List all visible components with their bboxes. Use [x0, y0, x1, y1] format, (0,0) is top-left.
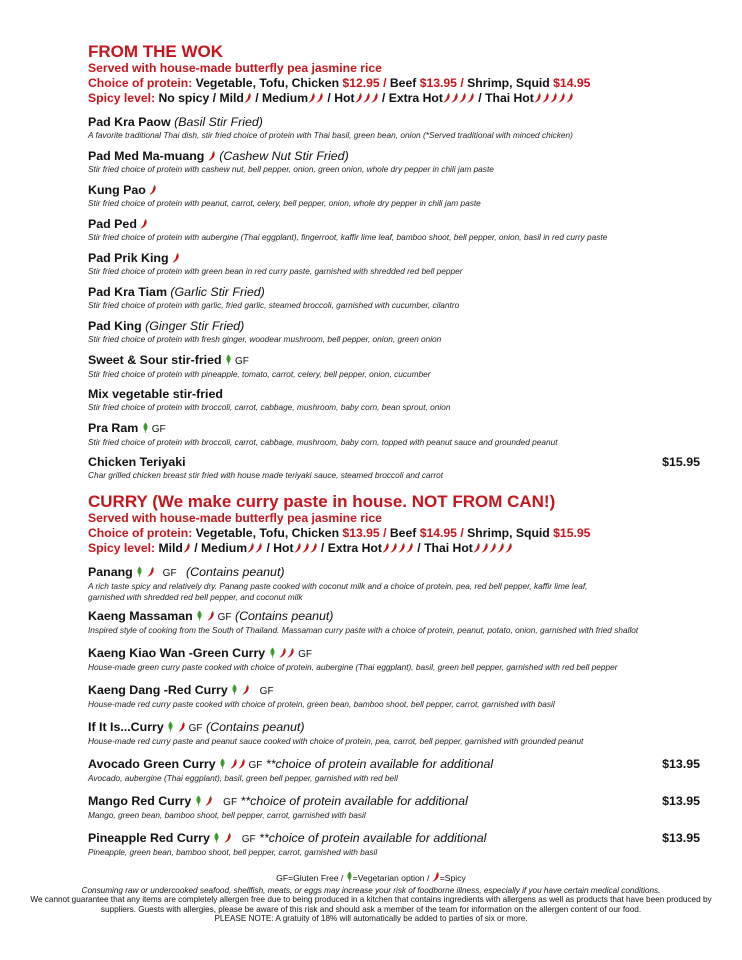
curry-section [88, 492, 700, 868]
item-note: (Contains peanut) [206, 720, 305, 734]
chili-pepper-icon [566, 92, 574, 103]
vegetarian-icon [195, 794, 202, 808]
spicy-extra-hot: Extra Hot [327, 541, 382, 555]
gluten-free-tag: GF [223, 797, 238, 808]
gluten-free-tag: GF [248, 760, 263, 771]
leaf-icon [231, 684, 238, 695]
price-c: $15.95 [553, 526, 591, 540]
vegetarian-icon [196, 609, 203, 623]
gluten-free-tag: GF [151, 424, 166, 435]
spicy-hot-icons [355, 91, 379, 105]
spicy-icons [224, 831, 232, 845]
item-note: **choice of protein available for additional [265, 757, 494, 771]
chili-pepper-icon [244, 92, 252, 103]
item-name: Pineapple Red Curry [88, 831, 210, 845]
item-description: Stir fried choice of protein with pineapple, tomato, carrot, celery, bell pepper, onion, cucumber [88, 369, 431, 379]
spicy-icons [140, 217, 148, 231]
vegetarian-icon [219, 757, 226, 771]
menu-page [88, 42, 700, 868]
spicy-icons [230, 757, 246, 771]
menu-item [88, 455, 700, 489]
spicy-hot: Hot [273, 541, 294, 555]
chili-pepper-icon [406, 542, 414, 553]
leaf-icon [346, 871, 353, 882]
item-name: Pad Kra Paow [88, 115, 171, 129]
item-name: Sweet & Sour stir-fried [88, 353, 222, 367]
legend-spicy: =Spicy [439, 873, 466, 883]
item-description: Stir fried choice of protein with broccoli, carrot, cabbage, mushroom, baby corn, topped with peanut sauce and grounded peanut [88, 437, 558, 447]
chili-pepper-icon [183, 542, 191, 553]
item-name: Pad Kra Tiam [88, 285, 167, 299]
price-b: $14.95 / [419, 526, 464, 540]
spicy-icons [172, 251, 180, 265]
vegetarian-icon [231, 683, 238, 697]
chili-pepper-icon [534, 92, 542, 103]
menu-item [88, 720, 700, 757]
item-description: Stir fried choice of protein with green bean in red curry paste, garnished with shredded red bell pepper [88, 266, 463, 276]
spicy-extra-icons [382, 541, 414, 555]
item-description: House-made red curry paste and peanut sauce cooked with choice of protein, pea, carrot, bell pepper, garnished with grounded peanut [88, 736, 584, 746]
price-a: $13.95 / [342, 526, 387, 540]
spicy-icons [207, 609, 215, 623]
vegetarian-icon [213, 831, 220, 845]
chili-pepper-icon [382, 542, 390, 553]
chili-pepper-icon [371, 92, 379, 103]
leaf-icon [346, 873, 353, 883]
vegetarian-icon [142, 421, 149, 435]
spicy-icons [178, 720, 186, 734]
leaf-icon [142, 422, 149, 433]
item-price: $13.95 [662, 794, 700, 808]
spicy-mild-icons [244, 91, 252, 105]
chili-pepper-icon [279, 647, 287, 658]
spicy-icons [149, 183, 157, 197]
chili-pepper-icon [432, 873, 440, 883]
spicy-none: No spicy [158, 91, 210, 105]
spicy-medium-icons [247, 541, 263, 555]
item-description: Char grilled chicken breast stir fried with house made teriyaki sauce, steamed broccoli and carrot [88, 470, 444, 480]
item-name: Kaeng Kiao Wan -Green Curry [88, 646, 266, 660]
item-note: **choice of protein available for additional [259, 831, 487, 845]
chili-pepper-icon [287, 647, 295, 658]
menu-item [88, 565, 700, 609]
chili-pepper-icon [238, 758, 246, 769]
menu-item [88, 217, 700, 251]
item-name: Kaeng Dang -Red Curry [88, 683, 228, 697]
menu-item [88, 353, 700, 387]
icon-legend [20, 871, 722, 884]
spicy-label: Spicy level: [88, 91, 156, 105]
vegetarian-icon [269, 646, 276, 660]
menu-item [88, 251, 700, 285]
item-description: Stir fried choice of protein with aubergine (Thai eggplant), fingerroot, kaffir lime leaf, bamboo shoot, bell pepper, onion, basil in red curry paste [88, 232, 608, 242]
item-name: Panang [88, 565, 133, 579]
menu-item [88, 421, 700, 455]
allergen-disclaimer: We cannot guarantee that any items are completely allergen free due to being produced in a kitchen that contains ingredients with allergens as well as products that have been produced by [30, 895, 712, 905]
gluten-free-tag: GF [235, 356, 249, 367]
menu-item [88, 794, 700, 831]
item-price: $13.95 [662, 757, 700, 771]
chili-pepper-icon [302, 542, 310, 553]
spicy-icons [205, 794, 213, 808]
chili-pepper-icon [443, 92, 451, 103]
vegetarian-icon [167, 720, 174, 734]
leaf-icon [269, 647, 276, 658]
chili-pepper-icon [294, 542, 302, 553]
spicy-hot-icons [294, 541, 318, 555]
protein-group-b: Beef [389, 526, 417, 540]
item-name: Pra Ram [88, 421, 139, 435]
item-note: **choice of protein available for additional [240, 794, 468, 808]
item-description: Mango, green bean, bamboo shoot, bell pepper, carrot, garnished with basil [88, 810, 366, 820]
chili-pepper-icon [481, 542, 489, 553]
gluten-free-tag: GF [241, 834, 256, 845]
item-alt-name: (Garlic Stir Fried) [170, 285, 265, 299]
leaf-icon [136, 566, 143, 577]
menu-item [88, 609, 700, 646]
menu-item [88, 757, 700, 794]
spicy-mild-icons [183, 541, 191, 555]
item-name: Mango Red Curry [88, 794, 192, 808]
chili-pepper-icon [140, 218, 148, 229]
menu-item [88, 387, 700, 421]
wok-rice-note: Served with house-made butterfly pea jasmine rice [88, 61, 382, 75]
item-description: Inspired style of cooking from the South of Thailand. Massaman curry paste with a choice of protein, peanut, potato, onion, garnished with fried shallot [88, 625, 639, 635]
gluten-free-tag: GF [298, 649, 312, 660]
chili-pepper-icon [497, 542, 505, 553]
chili-pepper-icon [473, 542, 481, 553]
protein-group-c: Shrimp, Squid [467, 76, 550, 90]
chili-pepper-icon [147, 566, 155, 577]
item-note: (Contains peanut) [234, 609, 334, 623]
item-description: House-made red curry paste cooked with choice of protein, green bean, bamboo shoot, bell pepper, carrot, garnished with basil [88, 699, 555, 709]
item-name: Chicken Teriyaki [88, 455, 186, 469]
chili-pepper-icon [398, 542, 406, 553]
item-description: A favorite traditional Thai dish, stir fried choice of protein with Thai basil, green bean, onion (*Served traditional with minced chicken) [88, 130, 573, 140]
item-note: (Contains peanut) [186, 565, 285, 579]
chili-pepper-icon [558, 92, 566, 103]
chili-pepper-icon [308, 92, 316, 103]
gluten-free-tag: GF [162, 568, 177, 579]
curry-rice-note: Served with house-made butterfly pea jasmine rice [88, 511, 382, 525]
item-name: Avocado Green Curry [88, 757, 216, 771]
spicy-mild: Mild [219, 91, 244, 105]
chili-pepper-icon [390, 542, 398, 553]
item-name: Kung Pao [88, 183, 146, 197]
item-name: Pad Ped [88, 217, 137, 231]
spicy-thai-icons [473, 541, 513, 555]
curry-protein-line [88, 526, 700, 541]
chili-pepper-icon [172, 252, 180, 263]
spicy-mild: Mild [158, 541, 183, 555]
wok-spicy-line: Spicy level: No spicy / Mild / Medium / Hot / Extra Hot / Thai Hot [88, 91, 700, 106]
spicy-medium: Medium [201, 541, 248, 555]
leaf-icon [225, 354, 232, 365]
protein-label: Choice of protein: [88, 76, 193, 90]
gluten-free-tag: GF [188, 723, 203, 734]
price-c: $14.95 [553, 76, 591, 90]
item-description: Stir fried choice of protein with garlic, fried garlic, steamed broccoli, garnished with cucumber, cilantro [88, 300, 460, 310]
wok-protein-line [88, 76, 700, 91]
spicy-extra-hot: Extra Hot [388, 91, 443, 105]
curry-spicy-line: Spicy level: Mild / Medium / Hot / Extra Hot / Thai Hot [88, 541, 700, 556]
menu-item [88, 831, 700, 868]
item-alt-name: (Cashew Nut Stir Fried) [219, 149, 349, 163]
item-alt-name: (Ginger Stir Fried) [145, 319, 245, 333]
chili-pepper-icon [467, 92, 475, 103]
menu-item [88, 319, 700, 353]
chili-pepper-icon [432, 871, 440, 882]
chili-pepper-icon [316, 92, 324, 103]
menu-item [88, 285, 700, 319]
item-description: Stir fried choice of protein with peanut, carrot, celery, bell pepper, onion, whole dry pepper in chili jam paste [88, 198, 481, 208]
price-a: $12.95 / [342, 76, 387, 90]
chili-pepper-icon [505, 542, 513, 553]
item-description: Pineapple, green bean, bamboo shoot, bell pepper, carrot, garnished with basil [88, 847, 378, 857]
protein-group-b: Beef [389, 76, 417, 90]
chili-pepper-icon [355, 92, 363, 103]
item-description: Stir fried choice of protein with fresh ginger, woodear mushroom, bell pepper, onion, green onion [88, 334, 442, 344]
curry-section-title: CURRY (We make curry paste in house. NOT FROM CAN!) [88, 492, 556, 511]
menu-item [88, 683, 700, 720]
item-description: House-made green curry paste cooked with choice of protein, aubergine (Thai eggplant), basil, green bell pepper, garnished with red bell pepper [88, 662, 618, 672]
spicy-icons [279, 646, 295, 660]
chili-pepper-icon [242, 684, 250, 695]
wok-section [88, 42, 700, 489]
allergen-disclaimer-cont: suppliers. Guests with allergies, please be aware of this risk and should ask a member of the team for information on the allergen content of our food. [100, 904, 642, 914]
chili-pepper-icon [207, 610, 215, 621]
chili-pepper-icon [205, 795, 213, 806]
spicy-extra-icons [443, 91, 475, 105]
menu-item [88, 183, 700, 217]
leaf-icon [219, 758, 226, 769]
vegetarian-icon [136, 565, 143, 579]
item-name: Pad King [88, 319, 142, 333]
item-name: Mix vegetable stir-fried [88, 387, 223, 401]
spicy-label: Spicy level: [88, 541, 156, 555]
item-description: Avocado, aubergine (Thai eggplant), basil, green bell pepper, garnished with red bell [88, 773, 398, 783]
chili-pepper-icon [224, 832, 232, 843]
legend-gluten-free: GF=Gluten Free / [276, 873, 344, 883]
item-name: If It Is...Curry [88, 720, 164, 734]
raw-food-warning: Consuming raw or undercooked seafood, shellfish, meats, or eggs may increase your risk of foodborne illness, especially if you have certain medical conditions. [81, 885, 661, 895]
chili-pepper-icon [178, 721, 186, 732]
spicy-thai-icons [534, 91, 574, 105]
spicy-thai-hot: Thai Hot [424, 541, 473, 555]
wok-section-title: FROM THE WOK [88, 42, 224, 61]
chili-pepper-icon [489, 542, 497, 553]
protein-group-c: Shrimp, Squid [467, 526, 550, 540]
chili-pepper-icon [230, 758, 238, 769]
chili-pepper-icon [247, 542, 255, 553]
gratuity-note: PLEASE NOTE: A gratuity of 18% will automatically be added to parties of six or more. [214, 914, 528, 924]
menu-footer [20, 871, 722, 924]
menu-item [88, 646, 700, 683]
spicy-hot: Hot [334, 91, 355, 105]
leaf-icon [196, 610, 203, 621]
leaf-icon [213, 832, 220, 843]
legend-vegetarian: =Vegetarian option / [352, 873, 430, 883]
chili-pepper-icon [451, 92, 459, 103]
item-price: $15.95 [662, 455, 700, 469]
spicy-thai-hot: Thai Hot [485, 91, 534, 105]
item-alt-name: (Basil Stir Fried) [174, 115, 263, 129]
chili-pepper-icon [255, 542, 263, 553]
item-name: Pad Prik King [88, 251, 169, 265]
item-description: Stir fried choice of protein with cashew nut, bell pepper, onion, green onion, whole dry pepper in chili jam paste [88, 164, 494, 174]
spicy-icons [242, 683, 250, 697]
chili-pepper-icon [310, 542, 318, 553]
gluten-free-tag: GF [259, 686, 274, 697]
vegetarian-icon [225, 353, 232, 367]
chili-pepper-icon [542, 92, 550, 103]
item-description-cont: garnished with shredded red bell pepper, and coconut milk [88, 592, 303, 602]
spicy-icons [208, 149, 216, 163]
spicy-icons [147, 565, 155, 579]
chili-pepper-icon [459, 92, 467, 103]
item-description: Stir fried choice of protein with broccoli, carrot, cabbage, mushroom, baby corn, bean sprout, onion [88, 402, 451, 412]
protein-label: Choice of protein: [88, 526, 193, 540]
chili-pepper-icon [149, 184, 157, 195]
protein-group-a: Vegetable, Tofu, Chicken [195, 526, 340, 540]
item-name: Pad Med Ma-muang [88, 149, 205, 163]
protein-group-a: Vegetable, Tofu, Chicken [195, 76, 340, 90]
price-b: $13.95 / [419, 76, 464, 90]
leaf-icon [195, 795, 202, 806]
spicy-medium: Medium [262, 91, 309, 105]
chili-pepper-icon [550, 92, 558, 103]
chili-pepper-icon [363, 92, 371, 103]
menu-item [88, 149, 700, 183]
item-description: A rich taste spicy and relatively dry. Panang paste cooked with coconut milk and a choice of protein, pea, red bell pepper, kaffir lime leaf, [88, 581, 588, 591]
menu-item [88, 115, 700, 149]
leaf-icon [167, 721, 174, 732]
spicy-medium-icons [308, 91, 324, 105]
chili-pepper-icon [208, 150, 216, 161]
gluten-free-tag: GF [217, 612, 232, 623]
item-price: $13.95 [662, 831, 700, 845]
item-name: Kaeng Massaman [88, 609, 193, 623]
